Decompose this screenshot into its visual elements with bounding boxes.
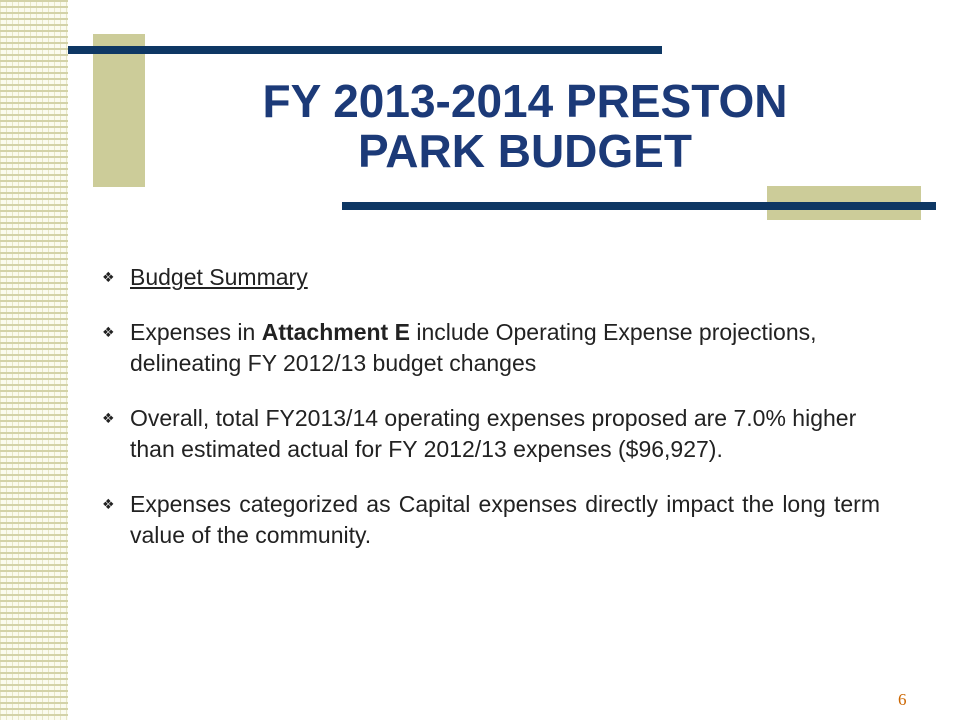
navy-top-bar — [68, 46, 662, 54]
bullet-overall-expenses — [100, 403, 880, 465]
page-number: 6 — [898, 690, 907, 709]
diamond-bullet-icon: ❖ — [102, 496, 115, 512]
bullet-text: Budget Summary — [130, 264, 308, 290]
bullet-list — [100, 262, 880, 575]
bullet-text-bold: Attachment E — [261, 319, 410, 345]
diamond-bullet-icon: ❖ — [102, 269, 115, 285]
bullet-budget-summary — [100, 262, 880, 293]
diamond-bullet-icon: ❖ — [102, 324, 115, 340]
bullet-text: Expenses categorized as Capital expenses directly impact the long term value of the community. — [130, 491, 880, 548]
bullet-capital-expenses — [100, 489, 880, 551]
title-line-2: PARK BUDGET — [358, 125, 692, 177]
bullet-expenses-attachment — [100, 317, 880, 379]
bullet-text: Overall, total FY2013/14 operating expenses proposed are 7.0% higher than estimated actual for FY 2012/13 expenses ($96,927). — [130, 405, 857, 462]
slide-title — [150, 76, 900, 176]
bullet-text-pre: Expenses in — [130, 319, 262, 345]
bullet-text-post: include Operating Expense projections, delineating FY 2012/13 budget changes — [130, 319, 817, 376]
navy-bottom-bar — [342, 202, 936, 210]
left-stripe-decoration — [0, 0, 68, 720]
olive-vertical-block — [93, 34, 145, 187]
title-line-1: FY 2013-2014 PRESTON — [262, 75, 788, 127]
diamond-bullet-icon: ❖ — [102, 410, 115, 426]
